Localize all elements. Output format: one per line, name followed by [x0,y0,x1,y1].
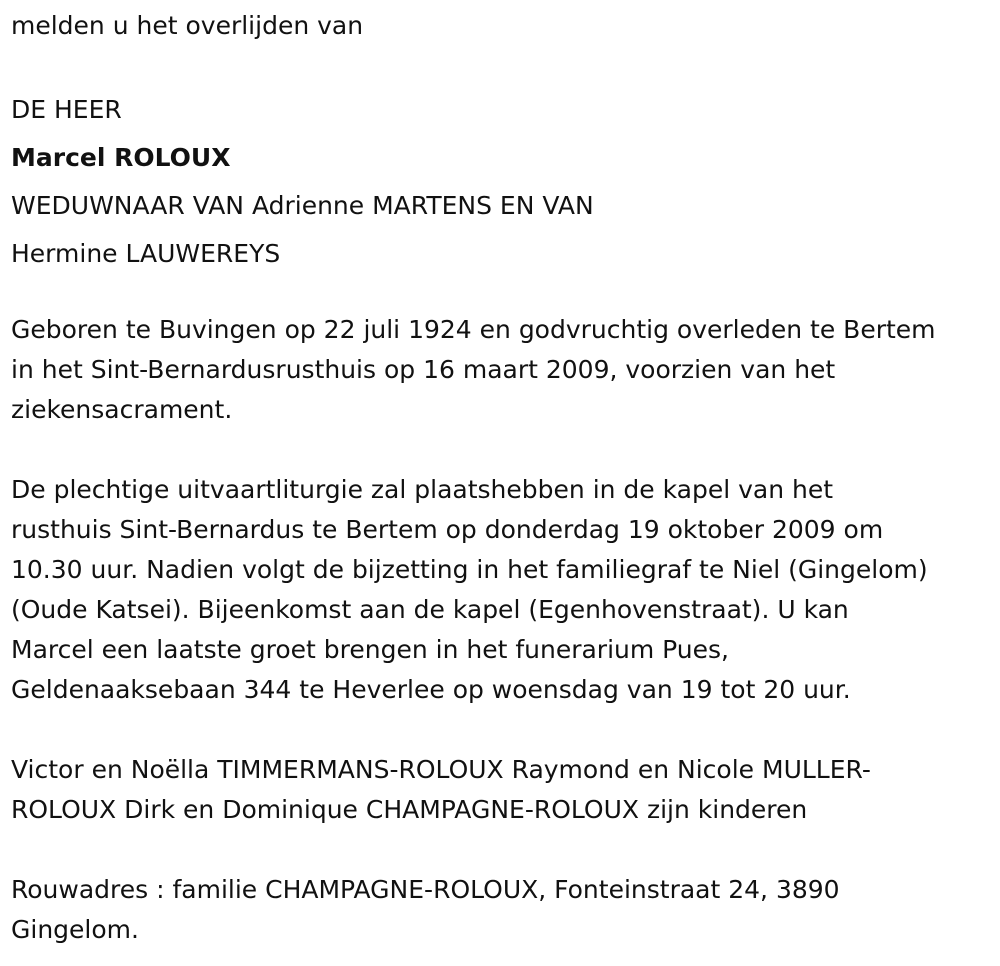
paragraph-line: ziekensacrament. [11,395,233,424]
spacer [11,278,990,310]
spacer [11,830,990,870]
paragraph-line: Geboren te Buvingen op 22 juli 1924 en godvruchtig overleden te Bertem [11,315,936,344]
birth-death-paragraph [11,310,990,430]
funeral-paragraph [11,470,990,710]
paragraph-line: Geldenaaksebaan 344 te Heverlee op woensdag van 19 tot 20 uur. [11,675,851,704]
paragraph-line: 10.30 uur. Nadien volgt de bijzetting in het familiegraf te Niel (Gingelom) [11,555,928,584]
paragraph-line: Rouwadres : familie CHAMPAGNE-ROLOUX, Fonteinstraat 24, 3890 [11,875,840,904]
children-paragraph [11,750,990,830]
paragraph-line: Gingelom. [11,915,139,944]
paragraph-line: in het Sint-Bernardusrusthuis op 16 maart 2009, voorzien van het [11,355,836,384]
spacer [11,710,990,750]
paragraph-line: ROLOUX Dirk en Dominique CHAMPAGNE-ROLOUX zijn kinderen [11,795,808,824]
paragraph-line: De plechtige uitvaartliturgie zal plaatshebben in de kapel van het [11,475,834,504]
paragraph-line: Victor en Noëlla TIMMERMANS-ROLOUX Raymond en Nicole MULLER- [11,755,871,784]
paragraph-line: (Oude Katsei). Bijeenkomst aan de kapel (Egenhovenstraat). U kan [11,595,849,624]
honorific: DE HEER [11,95,122,124]
paragraph-line: rusthuis Sint-Bernardus te Bertem op donderdag 19 oktober 2009 om [11,515,884,544]
widower-line-1: WEDUWNAAR VAN Adrienne MARTENS EN VAN [11,191,594,220]
address-paragraph [11,870,990,950]
widower-line-2: Hermine LAUWEREYS [11,239,281,268]
deceased-name: Marcel ROLOUX [11,143,231,172]
spacer [11,46,990,86]
spacer [11,430,990,470]
intro-text: melden u het overlijden van [11,11,364,40]
paragraph-line: Marcel een laatste groet brengen in het funerarium Pues, [11,635,730,664]
